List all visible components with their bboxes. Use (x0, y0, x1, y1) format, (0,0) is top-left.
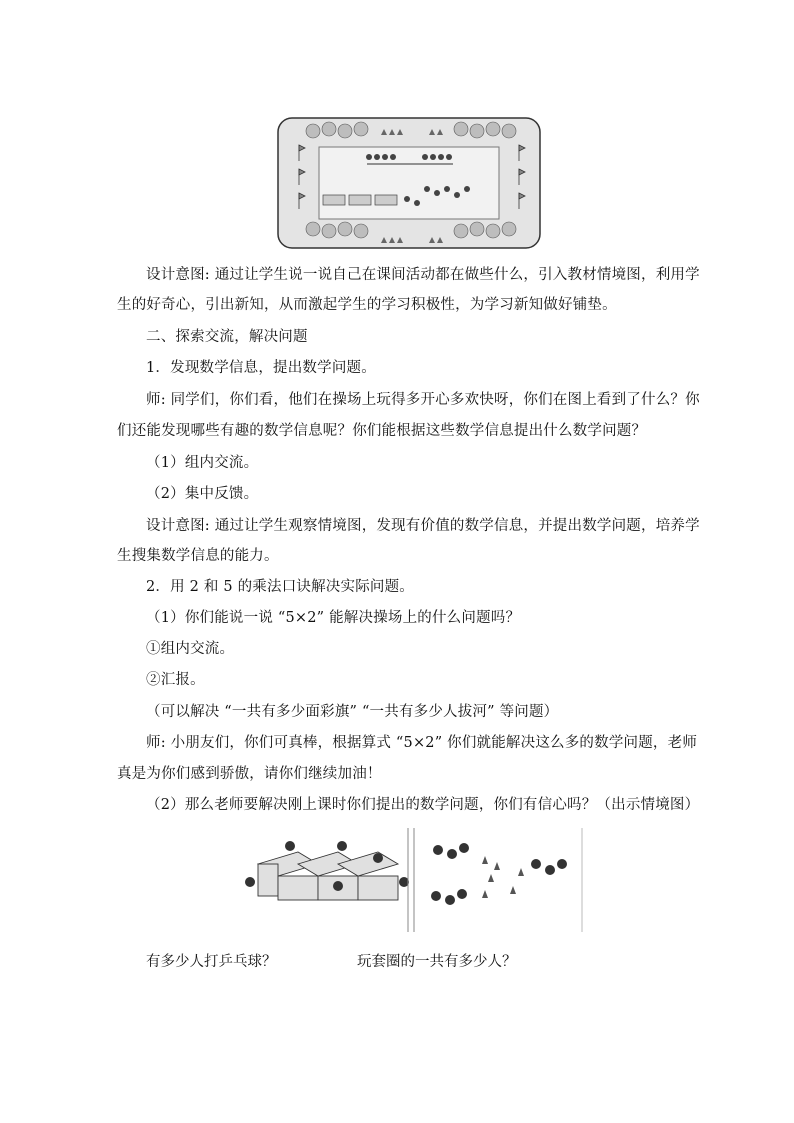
teacher1-line1: 师: 同学们，你们看，他们在操场上玩得多开心多欢快呀，你们在图上看到了什么？你 (146, 392, 700, 408)
activities-illustration (238, 824, 584, 936)
teacher2-line2: 真是为你们感到骄傲，请你们继续加油！ (117, 766, 382, 782)
question1-a: ①组内交流。 (146, 641, 235, 657)
step1-heading: 1．发现数学信息，提出数学问题。 (146, 360, 376, 376)
playground-illustration (277, 117, 541, 249)
question1-note: （可以解决 “一共有多少面彩旗” “一共有多少人拔河” 等问题） (146, 704, 559, 720)
question2: （2）那么老师要解决刚上课时你们提出的数学问题，你们有信心吗？（出示情境图） (146, 797, 700, 813)
section2-heading: 二、探索交流，解决问题 (146, 329, 308, 345)
intent2-line2: 生搜集数学信息的能力。 (117, 548, 279, 564)
sub-item-2: （2）集中反馈。 (146, 486, 259, 502)
sub-item-1: （1）组内交流。 (146, 455, 259, 471)
question1-b: ②汇报。 (146, 672, 205, 688)
intent1-line2: 生的好奇心，引出新知，从而激起学生的学习积极性，为学习新知做好铺垫。 (117, 297, 617, 313)
teacher1-line2: 们还能发现哪些有趣的数学信息呢？你们能根据这些数学信息提出什么数学问题？ (117, 423, 647, 439)
step2-heading: 2．用 2 和 5 的乘法口诀解决实际问题。 (146, 579, 415, 595)
question1: （1）你们能说一说 “5×2” 能解决操场上的什么问题吗？ (146, 610, 521, 626)
caption-ring-toss: 玩套圈的一共有多少人？ (357, 954, 517, 970)
intent1-line1: 设计意图: 通过让学生说一说自己在课间活动都在做些什么，引入教材情境图，利用学 (146, 267, 700, 283)
intent2-line1: 设计意图: 通过让学生观察情境图，发现有价值的数学信息，并提出数学问题，培养学 (146, 518, 700, 534)
teacher2-line1: 师: 小朋友们，你们可真棒，根据算式 “5×2” 你们就能解决这么多的数学问题，老师 (146, 735, 698, 751)
caption-ping-pong: 有多少人打乒乓球？ (146, 954, 277, 970)
